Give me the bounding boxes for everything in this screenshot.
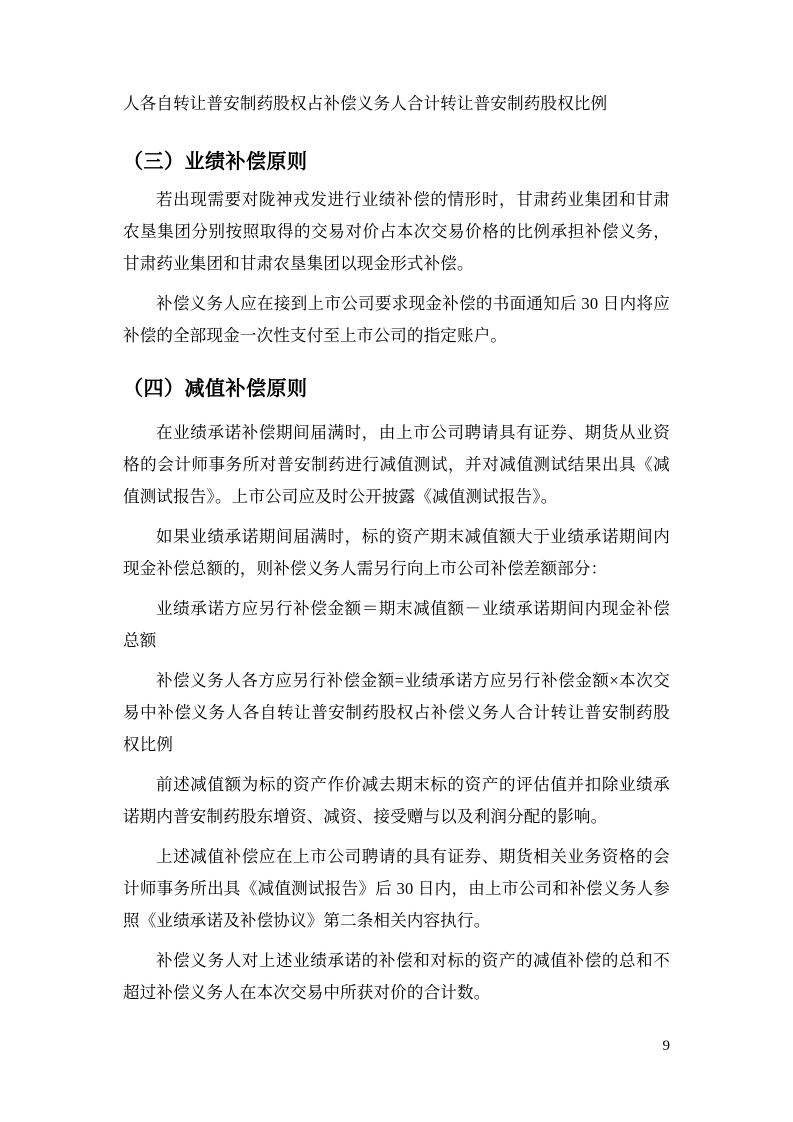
section-4-paragraph-5: 补偿义务人对上述业绩承诺的补偿和对标的资产的减值补偿的总和不超过补偿义务人在本次交易中所获对价的合计数。 — [123, 951, 670, 1002]
document-content — [123, 0, 670, 1009]
continuation-line: 人各自转让普安制药股权占补偿义务人合计转让普安制药股权比例 — [123, 94, 608, 113]
section-4-paragraph-3: 前述减值额为标的资产作价减去期末标的资产的评估值并扣除业绩承诺期内普安制药股东增资、减资、接受赠与以及利润分配的影响。 — [123, 775, 670, 826]
section-4-paragraph-2: 如果业绩承诺期间届满时，标的资产期末减值额大于业绩承诺期间内现金补偿总额的，则补偿义务人需另行向上市公司补偿差额部分： — [123, 527, 670, 578]
section-3-paragraph-2: 补偿义务人应在接到上市公司要求现金补偿的书面通知后 30 日内将应补偿的全部现金一次性支付至上市公司的指定账户。 — [123, 294, 670, 345]
section-3-heading: （三）业绩补偿原则 — [123, 151, 308, 173]
section-4-formula-1: 业绩承诺方应另行补偿金额＝期末减值额－业绩承诺期间内现金补偿总额 — [123, 599, 670, 650]
section-4-paragraph-1: 在业绩承诺补偿期间届满时，由上市公司聘请具有证券、期货从业资格的会计师事务所对普安制药进行减值测试，并对减值测试结果出具《减值测试报告》。上市公司应及时公开披露《减值测试报告》。 — [123, 423, 670, 506]
section-4-heading: （四）减值补偿原则 — [123, 378, 308, 400]
section-4-paragraph-4: 上述减值补偿应在上市公司聘请的具有证券、期货相关业务资格的会计师事务所出具《减值测试报告》后 30 日内，由上市公司和补偿义务人参照《业绩承诺及补偿协议》第二条相关内容执行。 — [123, 847, 670, 930]
page-number: 9 — [662, 1038, 670, 1054]
section-4-formula-2: 补偿义务人各方应另行补偿金额=业绩承诺方应另行补偿金额×本次交易中补偿义务人各自转让普安制药股权占补偿义务人合计转让普安制药股权比例 — [123, 671, 670, 754]
section-3-paragraph-1: 若出现需要对陇神戎发进行业绩补偿的情形时，甘肃药业集团和甘肃农垦集团分别按照取得的交易对价占本次交易价格的比例承担补偿义务，甘肃药业集团和甘肃农垦集团以现金形式补偿。 — [123, 190, 670, 273]
